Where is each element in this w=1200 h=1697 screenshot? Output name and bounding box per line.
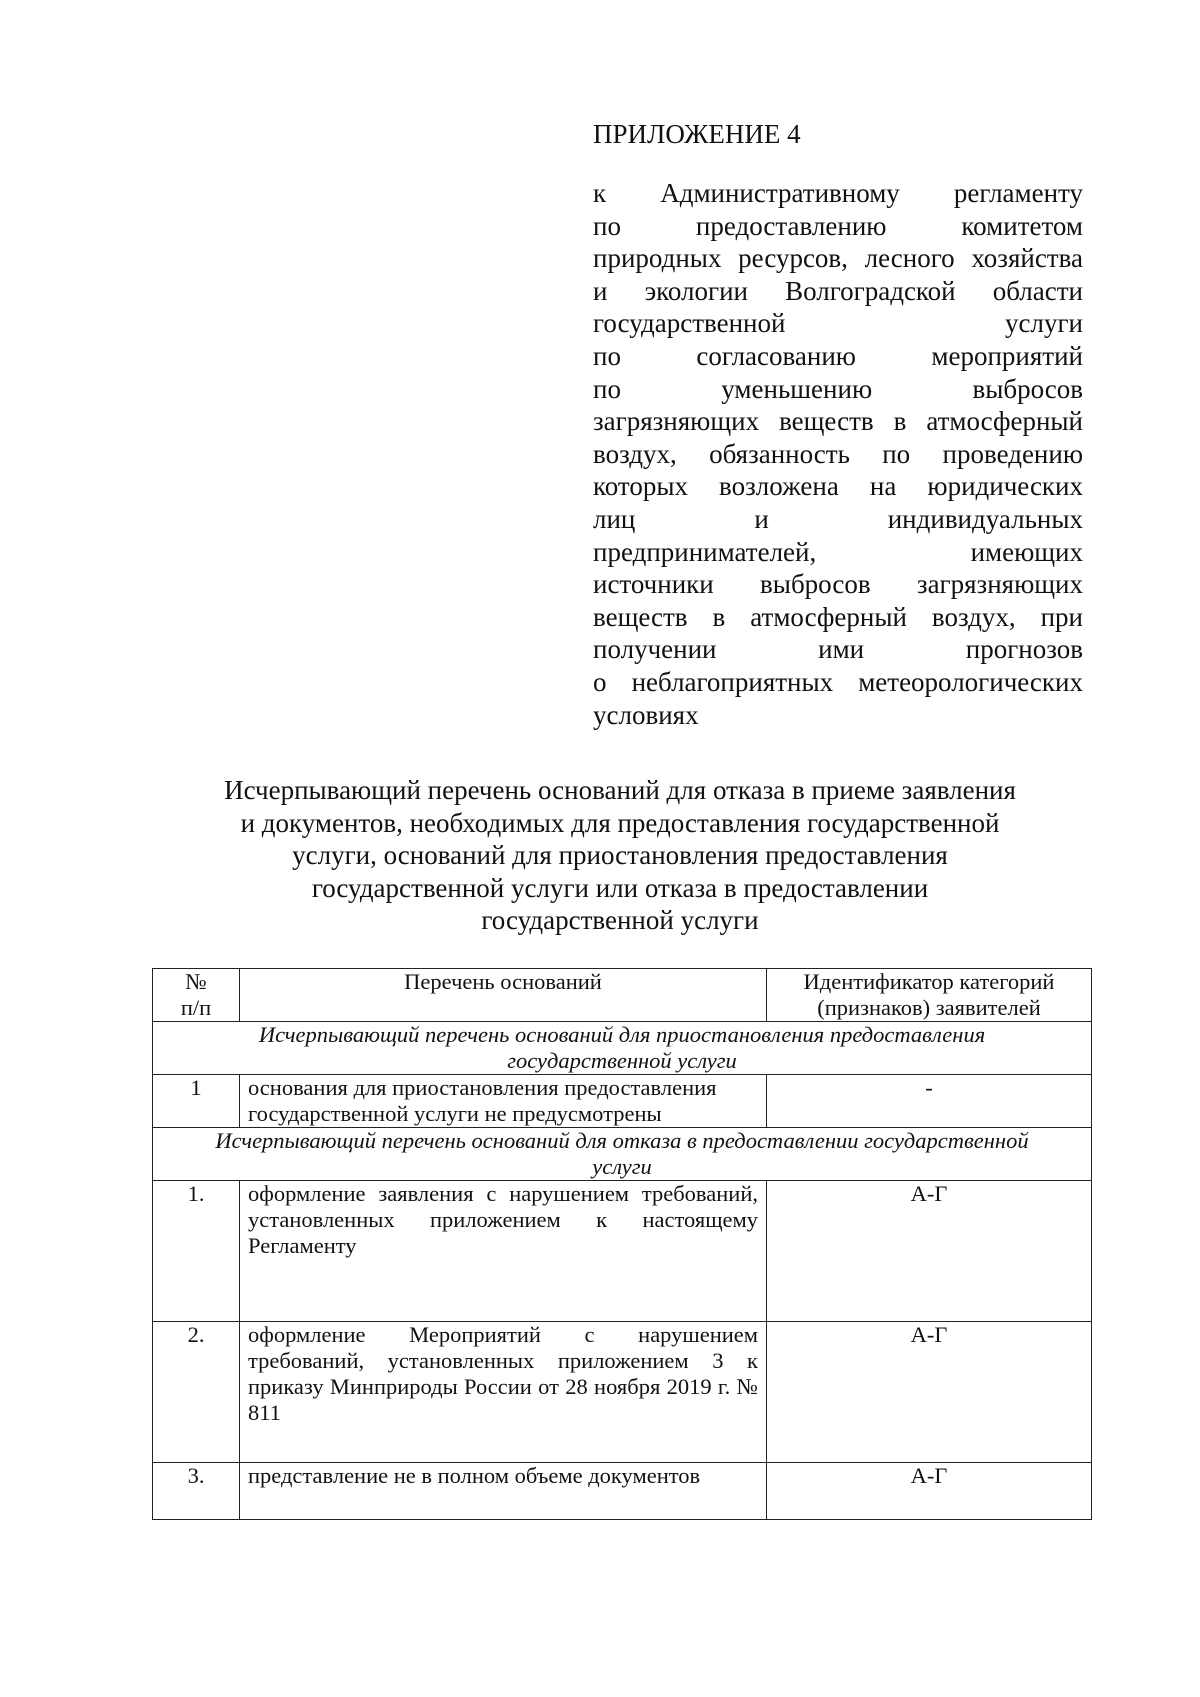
appendix-line: по предоставлению комитетом [593, 210, 1083, 241]
section-suspension-row [153, 1022, 1092, 1075]
heading-line: услуги, оснований для приостановления предоставления [292, 840, 948, 870]
heading-line: государственной услуги [481, 905, 759, 935]
table-header-row [153, 969, 1092, 1022]
table-row [153, 1075, 1092, 1128]
header-id [767, 969, 1092, 1022]
appendix-line: которых возложена на юридических [593, 471, 1083, 502]
reason-line: основания для приостановления предоставления [248, 1075, 717, 1100]
appendix-line: получении ими прогнозов [593, 634, 1083, 665]
row-num: 2. [153, 1322, 240, 1463]
header-num [153, 969, 240, 1022]
section-suspension-title [153, 1022, 1092, 1075]
header-num-line2: п/п [180, 995, 212, 1020]
appendix-title: ПРИЛОЖЕНИЕ 4 [593, 119, 801, 149]
section-line: государственной услуги [507, 1048, 737, 1073]
section-line: услуги [592, 1154, 652, 1179]
section-refusal-row [153, 1128, 1092, 1181]
appendix-line: по согласованию мероприятий [593, 340, 1083, 371]
heading-line: государственной услуги или отказа в предоставлении [311, 872, 929, 903]
row-num: 3. [153, 1463, 240, 1520]
row-reason: оформление Мероприятий с нарушением требований, установленных приложением 3 к приказу Минприроды России от 28 ноября 2019 г. № 811 [240, 1322, 767, 1463]
appendix-line: веществ в атмосферный воздух, при [593, 601, 1083, 632]
table-row [153, 1463, 1092, 1520]
appendix-line: о неблагоприятных метеорологических [593, 666, 1083, 697]
appendix-line: к Административному регламенту [593, 178, 1083, 208]
header-num-line1: № [185, 969, 207, 994]
table-row [153, 1322, 1092, 1463]
row-num: 1. [153, 1181, 240, 1322]
row-reason: оформление заявления с нарушением требований, установленных приложением к настоящему Регламенту [240, 1181, 767, 1322]
appendix-line: источники выбросов загрязняющих [593, 569, 1083, 600]
appendix-line: загрязняющих веществ в атмосферный [593, 406, 1083, 437]
header-reasons: Перечень оснований [240, 969, 767, 1022]
reason-line: государственной услуги не предусмотрены [248, 1101, 662, 1126]
heading-line: и документов, необходимых для предоставления государственной [240, 807, 1000, 838]
header-id-line1: Идентификатор категорий [803, 969, 1055, 994]
table-row [153, 1181, 1092, 1322]
appendix-line: условиях [593, 699, 699, 730]
appendix-line: природных ресурсов, лесного хозяйства [593, 243, 1083, 274]
row-id: А-Г [767, 1181, 1092, 1322]
heading-line: Исчерпывающий перечень оснований для отказа в приеме заявления [224, 775, 1016, 805]
row-id: А-Г [767, 1463, 1092, 1520]
appendix-line: по уменьшению выбросов [593, 373, 1083, 404]
document-heading [160, 774, 1080, 937]
appendix-line: предпринимателей, имеющих [593, 536, 1083, 567]
header-id-line2: (признаков) заявителей [817, 995, 1041, 1020]
section-refusal-title [153, 1128, 1092, 1181]
appendix-line: воздух, обязанность по проведению [593, 438, 1083, 469]
row-id: - [767, 1075, 1092, 1128]
grounds-table [152, 968, 1092, 1520]
appendix-line: государственной услуги [593, 308, 1083, 339]
section-line: Исчерпывающий перечень оснований для приостановления предоставления [258, 1022, 986, 1047]
row-num: 1 [153, 1075, 240, 1128]
row-reason: представление не в полном объеме документов [240, 1463, 767, 1520]
appendix-line: и экологии Волгоградской области [593, 275, 1083, 306]
row-id: А-Г [767, 1322, 1092, 1463]
section-line: Исчерпывающий перечень оснований для отказа в предоставлении государственной [215, 1128, 1029, 1153]
row-reason [240, 1075, 767, 1128]
appendix-block [593, 117, 1083, 731]
appendix-line: лиц и индивидуальных [593, 503, 1083, 534]
